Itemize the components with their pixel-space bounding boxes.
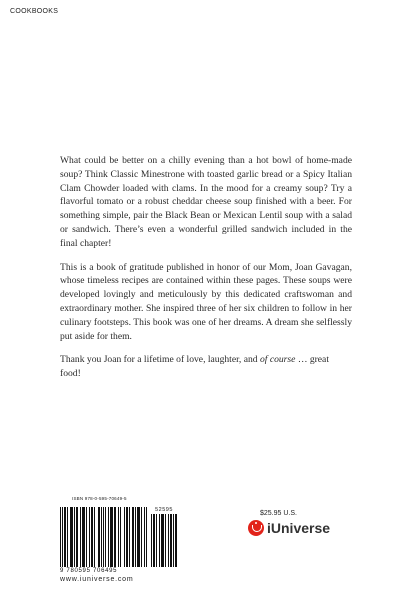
barcode-digits: 9 780595 706495 xyxy=(60,568,118,574)
blurb-paragraph: This is a book of gratitude published in honor of our Mom, Joan Gavagan, whose timeless recipes are contained within these pages. These soups were developed lovingly and meticulously by this dedicated craftswoman and extraordinary mother. She inspired three of her six children to follow in her culinary footsteps. This book was one of her dreams. A dream she selflessly put aside for them. xyxy=(60,261,352,342)
closing-text: Thank you Joan for a lifetime of love, laughter, and xyxy=(60,354,260,366)
barcode-bars xyxy=(60,507,148,567)
barcode-bar xyxy=(147,507,148,567)
blurb-paragraph: What could be better on a chilly evening than a hot bowl of home-made soup? Think Classic Minestrone with toasted garlic bread or a Spicy Italian Clam Chowder loaded with clams. In the mood for a creamy soup? Try a flavorful tomato or a robust cheddar cheese soup finished with a beer. For something simple, pair the Black Bean or Mexican Lentil soup with a salad or sandwich. There’s even a wonderful grilled sandwich included in the final chapter! xyxy=(60,155,352,249)
category-label: COOKBOOKS xyxy=(10,8,59,15)
back-cover-blurb xyxy=(60,154,352,391)
isbn-label: ISBN 978-0-595-70649-5 xyxy=(72,496,127,501)
addon-digits: 52595 xyxy=(155,507,173,513)
barcode-addon xyxy=(151,507,177,567)
barcode-graphic xyxy=(60,503,180,567)
publisher-url: www.iuniverse.com xyxy=(60,576,134,583)
barcode-block xyxy=(60,496,180,583)
closing-emphasis: of course xyxy=(259,354,296,366)
closing-text-end: … great food! xyxy=(60,354,329,380)
addon-bars xyxy=(151,514,177,567)
closing-line xyxy=(60,353,352,381)
publisher-logo xyxy=(248,520,330,536)
iuniverse-logo-icon xyxy=(248,520,264,536)
price-label: $25.95 U.S. xyxy=(260,510,297,517)
barcode-bar xyxy=(175,514,177,567)
publisher-name: iUniverse xyxy=(267,520,331,536)
